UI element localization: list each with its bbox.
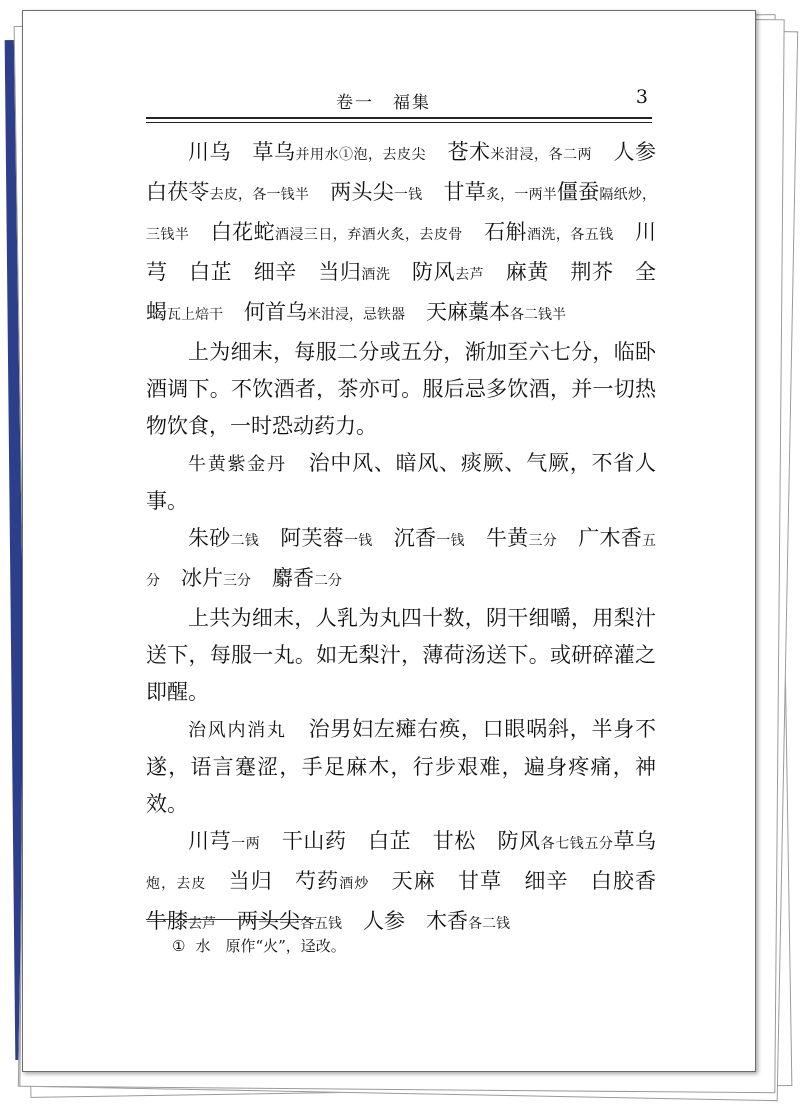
paragraph-ingredients-3 xyxy=(146,823,677,943)
text-segment: 何首乌 xyxy=(223,300,307,324)
annotation-note: 酒炒 xyxy=(339,876,370,892)
text-segment: 苍术 xyxy=(426,140,491,164)
text-segment: 干山药 白芷 甘松 防风 xyxy=(260,829,541,853)
footnote xyxy=(172,935,356,956)
annotation-note: 一两 xyxy=(231,836,261,852)
annotation-note: 炙，一两半 xyxy=(485,187,557,203)
text-segment: 两头尖 xyxy=(216,909,300,933)
annotation-note: 一钱 xyxy=(436,533,465,549)
annotation-note: 酒洗 xyxy=(361,267,391,283)
text-segment: 当归 芍药 xyxy=(206,869,340,893)
annotation-note: 二分 xyxy=(314,573,342,589)
annotation-note: 各七钱五分 xyxy=(540,836,614,852)
footnote-rule xyxy=(146,919,316,920)
text-segment: 石斛 xyxy=(462,220,527,244)
text-segment: 朱砂 xyxy=(188,526,231,550)
annotation-note: 一钱 xyxy=(393,187,423,203)
header-rule-thick xyxy=(146,117,652,119)
annotation-note: 去芦 xyxy=(455,267,485,283)
annotation-note: 去芦 xyxy=(188,916,216,932)
running-header xyxy=(124,82,652,116)
annotation-note: 隔纸炒，三钱半 xyxy=(146,187,657,243)
text-segment: 天麻藁本 xyxy=(405,300,510,324)
paragraph-formula-zhifeng xyxy=(146,711,656,823)
text-segment: 阿芙蓉 xyxy=(259,526,344,550)
text-segment: 冰片 xyxy=(160,566,223,590)
annotation-note: 酒浸三日，弃酒火炙，去皮骨 xyxy=(275,227,463,243)
page-number: 3 xyxy=(635,86,648,108)
formula-name: 治风内消丸 xyxy=(188,720,287,741)
formula-name: 牛黄紫金丹 xyxy=(188,454,287,475)
text-segment: 川芎 白芷 细辛 当归 xyxy=(146,220,657,284)
annotation-note: 炮，去皮 xyxy=(146,876,207,892)
annotation-note: 并用水①泡，去皮尖 xyxy=(295,147,426,163)
footnote-text: 水 原作“火”，迳改。 xyxy=(195,937,346,955)
paragraph-ingredients-1 xyxy=(146,134,677,334)
annotation-note: 一钱 xyxy=(344,533,373,549)
annotation-note: 三分 xyxy=(528,533,557,549)
annotation-note: 各五钱 xyxy=(300,916,342,932)
text-segment: 天麻 甘草 细辛 白胶香 牛膝 xyxy=(146,869,677,933)
footnote-marker: ① xyxy=(172,937,186,955)
text-segment: 人参 木香 xyxy=(342,909,468,933)
text-segment: 草乌 xyxy=(613,829,657,853)
annotation-note: 三分 xyxy=(223,573,251,589)
text-segment: 治中风、暗风、痰厥、气厥，不省人事。 xyxy=(146,451,657,513)
paragraph-ingredients-2 xyxy=(146,520,656,600)
text-segment: 沉香 xyxy=(372,526,437,550)
text-segment: 甘草 xyxy=(422,180,486,204)
paragraph-formula-niuhuang xyxy=(146,445,656,520)
text-segment: 人参 白茯苓 xyxy=(146,140,677,204)
annotation-note: 二钱 xyxy=(230,533,259,549)
annotation-note: 五分 xyxy=(146,533,656,589)
text-segment: 麻黄 荆芥 全蝎 xyxy=(146,260,657,324)
text-segment: 治男妇左瘫右痪，口眼㖞斜，半身不遂，语言蹇涩，手足麻木，行步艰难，遍身疼痛，神效。 xyxy=(146,717,657,816)
text-segment: 牛黄 xyxy=(464,526,529,550)
paragraph-usage-2 xyxy=(146,600,656,711)
text-segment: 上为细末，每服二分或五分，渐加至六七分，临卧酒调下。不饮酒者，茶亦可。服后忌多饮酒，并一切热物饮食，一时恐动药力。 xyxy=(146,340,656,438)
text-segment: 两头尖 xyxy=(309,180,394,204)
body-text xyxy=(146,134,677,943)
chapter-title: 卷一 福集 xyxy=(336,93,431,113)
paragraph-usage-1 xyxy=(146,334,656,445)
text-segment: 防风 xyxy=(390,260,456,284)
text-segment: 僵蚕 xyxy=(557,180,600,204)
text-segment: 上共为细末，人乳为丸四十数，阴干细嚼，用梨汁送下，每服一丸。如无梨汁，薄荷汤送下。或研碎灌之即醒。 xyxy=(146,606,656,704)
annotation-note: 瓦上焙干 xyxy=(167,307,223,323)
annotation-note: 去皮，各一钱半 xyxy=(209,187,310,203)
text-segment: 广木香 xyxy=(557,526,642,550)
text-segment: 川芎 xyxy=(188,829,232,853)
header-rule-thin xyxy=(146,122,652,123)
text-segment: 川乌 草乌 xyxy=(188,140,296,164)
annotation-note: 各二钱半 xyxy=(510,307,566,323)
text-segment: 白花蛇 xyxy=(189,220,276,244)
annotation-note: 各二钱 xyxy=(468,916,510,932)
annotation-note: 酒洗，各五钱 xyxy=(527,227,614,243)
annotation-note: 米泔浸，各二两 xyxy=(490,147,592,163)
annotation-note: 米泔浸，忌铁器 xyxy=(307,307,405,323)
text-segment: 麝香 xyxy=(251,566,314,590)
